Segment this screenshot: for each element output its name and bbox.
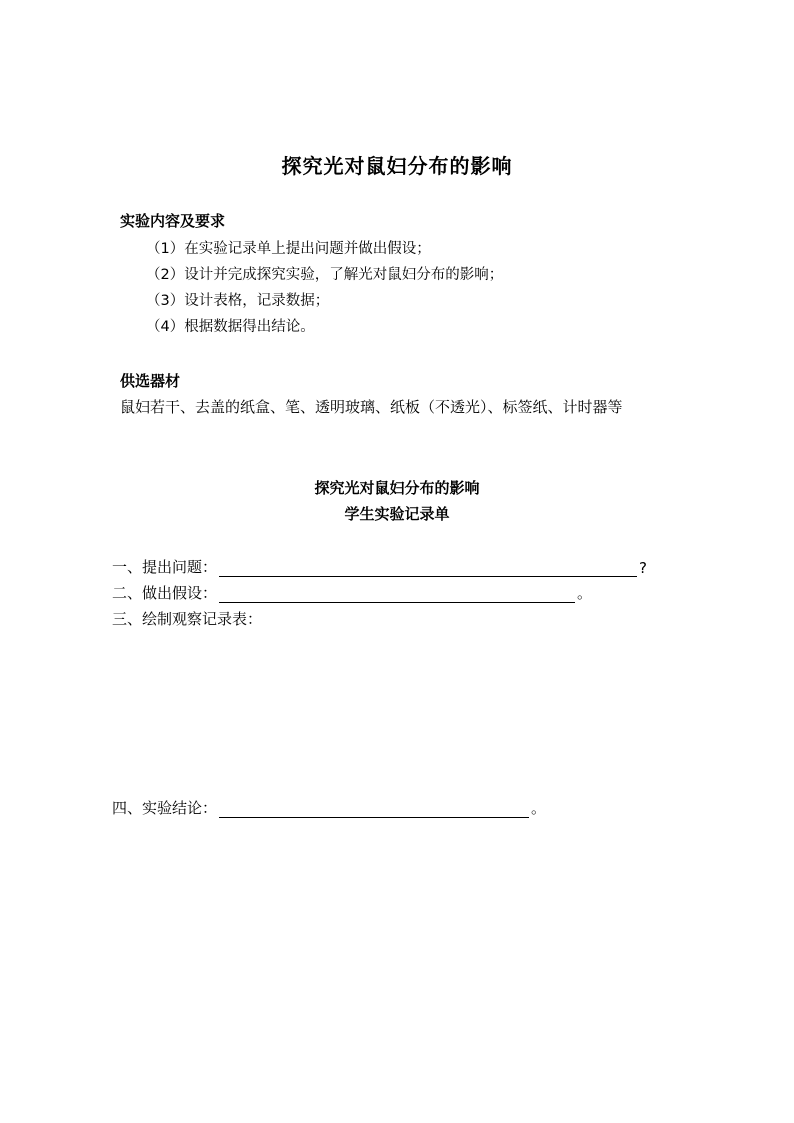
record-table-row (112, 608, 262, 629)
requirement-item-1: （1）在实验记录单上提出问题并做出假设； (146, 241, 431, 257)
record-sheet-subtitle: 学生实验记录单 (344, 505, 450, 523)
question-label: 一、提出问题： (112, 558, 218, 576)
requirement-item-3: （3）设计表格，记录数据； (146, 293, 330, 309)
materials-list: 鼠妇若干、去盖的纸盒、笔、透明玻璃、纸板（不透光）、标签纸、计时器等 (120, 398, 623, 416)
conclusion-blank[interactable] (219, 801, 529, 818)
question-blank[interactable] (219, 560, 637, 577)
page-title: 探究光对鼠妇分布的影响 (281, 154, 513, 178)
question-end-mark: ? (639, 559, 647, 577)
hypothesis-label: 二、做出假设： (112, 584, 218, 602)
record-table-label: 三、绘制观察记录表： (112, 610, 263, 628)
requirement-item-4: （4）根据数据得出结论。 (146, 319, 315, 335)
requirement-item-2: （2）设计并完成探究实验，了解光对鼠妇分布的影响； (146, 267, 504, 283)
conclusion-row (112, 797, 546, 818)
hypothesis-end-mark: 。 (577, 584, 593, 602)
materials-heading: 供选器材 (120, 372, 181, 390)
requirements-heading: 实验内容及要求 (120, 212, 226, 230)
hypothesis-row (112, 582, 592, 603)
hypothesis-blank[interactable] (219, 586, 575, 603)
question-row (112, 556, 647, 577)
record-sheet-title: 探究光对鼠妇分布的影响 (314, 479, 480, 497)
conclusion-end-mark: 。 (531, 799, 547, 817)
conclusion-label: 四、实验结论： (112, 799, 218, 817)
